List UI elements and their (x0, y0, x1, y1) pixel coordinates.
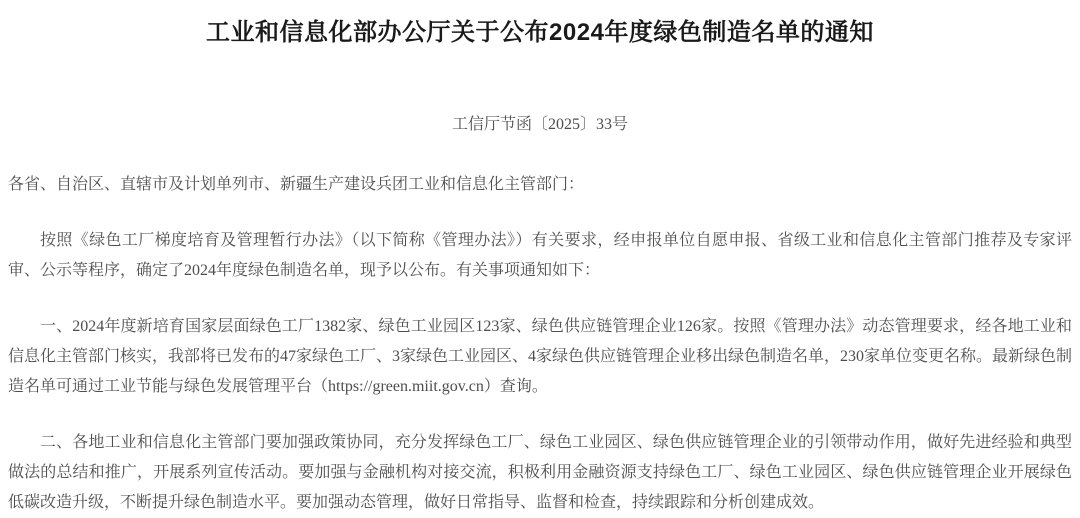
document-number: 工信厅节函〔2025〕33号 (451, 116, 628, 133)
body-paragraph-item-2: 二、各地工业和信息化主管部门要加强政策协同，充分发挥绿色工厂、绿色工业园区、绿色供应链管理企业的引领带动作用，做好先进经验和典型做法的总结和推广，开展系列宣传活动。要加强与金融机构对接交流，积极利用金融资源支持绿色工厂、绿色工业园区、绿色供应链管理企业开展绿色低碳改造升级，不断提升绿色制造水平。要加强动态管理，做好日常指导、监督和检查，持续跟踪和分析创建成效。 (8, 434, 1072, 511)
page-title: 工业和信息化部办公厅关于公布2024年度绿色制造名单的通知 (206, 19, 874, 46)
salutation-line: 各省、自治区、直辖市及计划单列市、新疆生产建设兵团工业和信息化主管部门： (8, 176, 585, 193)
body-paragraph-item-1: 一、2024年度新培育国家层面绿色工厂1382家、绿色工业园区123家、绿色供应链管理企业126家。按照《管理办法》动态管理要求，经各地工业和信息化主管部门核实，我部将已发布的47家绿色工厂、3家绿色工业园区、4家绿色供应链管理企业移出绿色制造名单，230家单位变更名称。最新绿色制造名单可通过工业节能与绿色发展管理平台（https://green.miit.gov.cn）查询。 (8, 318, 1073, 395)
body-paragraph-intro: 按照《绿色工厂梯度培育及管理暂行办法》（以下简称《管理办法》）有关要求，经申报单位自愿申报、省级工业和信息化主管部门推荐及专家评审、公示等程序，确定了2024年度绿色制造名单，现予以公布。有关事项通知如下： (8, 232, 1072, 279)
